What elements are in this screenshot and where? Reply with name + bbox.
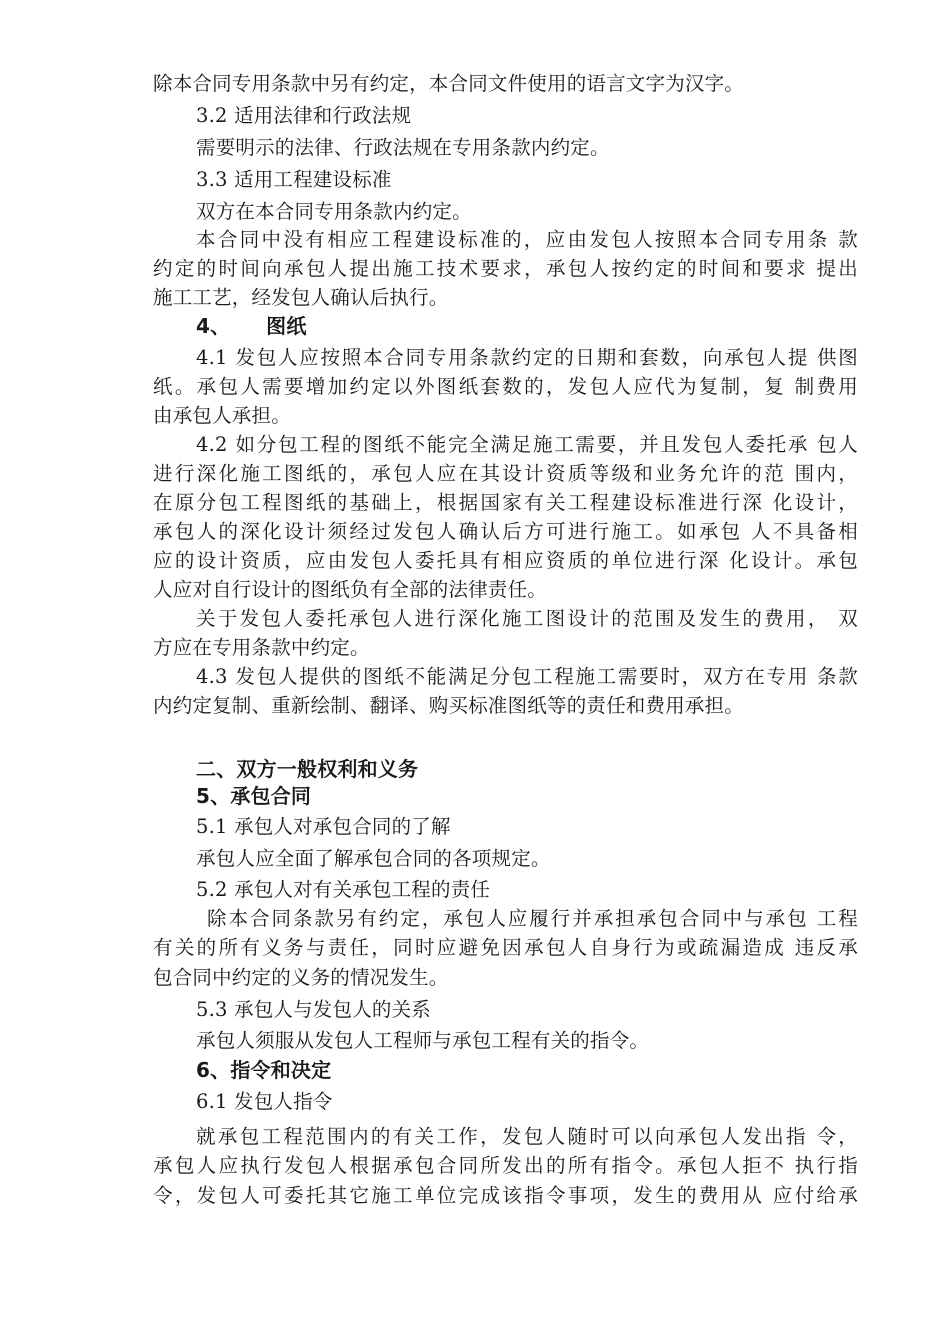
text-line: 内约定复制、重新绘制、翻译、购买标准图纸等的责任和费用承担。 [153, 694, 745, 717]
text-line: 承包人须服从发包人工程师与承包工程有关的指令。 [196, 1029, 650, 1052]
section-heading: 6.1 发包人指令 [196, 1090, 333, 1113]
section-heading: 6、指令和决定 [196, 1058, 332, 1082]
text-line: 4.3 发包人提供的图纸不能满足分包工程施工需要时，双方在专用 条款 [196, 665, 858, 688]
text-line: 承包人应全面了解承包合同的各项规定。 [196, 847, 551, 870]
section-heading: 3.3 适用工程建设标准 [196, 168, 392, 191]
text-line: 就承包工程范围内的有关工作，发包人随时可以向承包人发出指 令， [196, 1125, 858, 1148]
section-heading: 3.2 适用法律和行政法规 [196, 104, 412, 127]
text-line: 令，发包人可委托其它施工单位完成该指令事项，发生的费用从 应付给承 [153, 1184, 858, 1207]
text-line: 有关的所有义务与责任，同时应避免因承包人自身行为或疏漏造成 违反承 [153, 936, 858, 959]
text-line: 除本合同条款另有约定，承包人应履行并承担承包合同中与承包 工程 [207, 907, 858, 930]
text-line: 由承包人承担。 [153, 404, 291, 427]
text-line: 进行深化施工图纸的，承包人应在其设计资质等级和业务允许的范 围内， [153, 462, 858, 485]
text-line: 4.2 如分包工程的图纸不能完全满足施工需要，并且发包人委托承 包人 [196, 433, 858, 456]
text-line: 包合同中约定的义务的情况发生。 [153, 966, 449, 989]
section-heading: 5.1 承包人对承包合同的了解 [196, 815, 451, 838]
text-line: 双方在本合同专用条款内约定。 [196, 200, 472, 223]
chapter-heading: 二、双方一般权利和义务 [196, 757, 419, 781]
text-line: 人应对自行设计的图纸负有全部的法律责任。 [153, 578, 548, 601]
text-line: 承包人应执行发包人根据承包合同所发出的所有指令。承包人拒不 执行指 [153, 1154, 858, 1177]
text-line: 在原分包工程图纸的基础上，根据国家有关工程建设标准进行深 化设计， [153, 491, 858, 514]
section-heading: 5、承包合同 [196, 784, 312, 808]
text-line: 需要明示的法律、行政法规在专用条款内约定。 [196, 136, 610, 159]
section-heading: 4、 图纸 [196, 314, 307, 338]
text-line: 应的设计资质，应由发包人委托具有相应资质的单位进行深 化设计。承包 [153, 549, 858, 572]
text-line: 承包人的深化设计须经过发包人确认后方可进行施工。如承包 人不具备相 [153, 520, 858, 543]
text-line: 本合同中没有相应工程建设标准的，应由发包人按照本合同专用条 款 [196, 228, 858, 251]
text-line: 约定的时间向承包人提出施工技术要求，承包人按约定的时间和要求 提出 [153, 257, 858, 280]
section-heading: 5.3 承包人与发包人的关系 [196, 998, 432, 1021]
text-line: 施工工艺，经发包人确认后执行。 [153, 286, 449, 309]
section-heading: 5.2 承包人对有关承包工程的责任 [196, 878, 491, 901]
text-line: 方应在专用条款中约定。 [153, 636, 370, 659]
text-line: 4.1 发包人应按照本合同专用条款约定的日期和套数，向承包人提 供图 [196, 346, 858, 369]
text-line: 除本合同专用条款中另有约定，本合同文件使用的语言文字为汉字。 [153, 72, 745, 95]
text-line: 关于发包人委托承包人进行深化施工图设计的范围及发生的费用， 双 [196, 607, 858, 630]
text-line: 纸。承包人需要增加约定以外图纸套数的，发包人应代为复制，复 制费用 [153, 375, 858, 398]
